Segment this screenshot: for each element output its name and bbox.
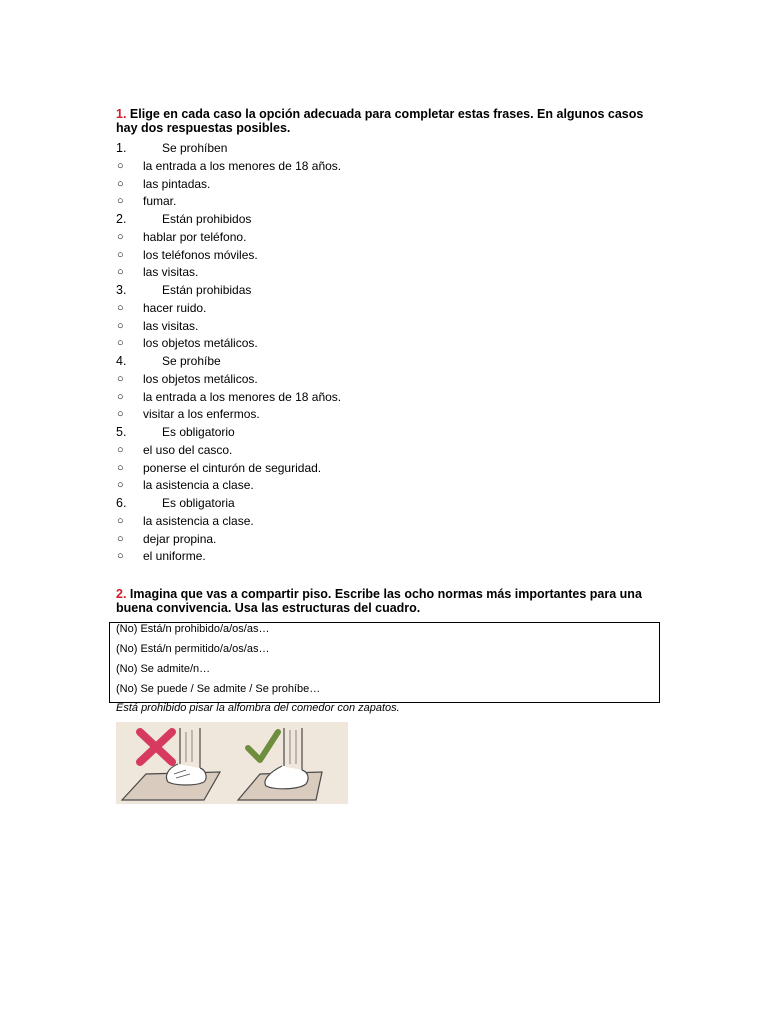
circle-bullet-icon: ○ — [117, 550, 124, 563]
option-item — [116, 548, 656, 566]
option-text: fumar. — [143, 194, 177, 209]
circle-bullet-icon: ○ — [117, 319, 124, 332]
circle-bullet-icon: ○ — [117, 195, 124, 208]
option-text: las visitas. — [143, 265, 199, 280]
circle-bullet-icon: ○ — [117, 408, 124, 421]
option-item — [116, 176, 656, 194]
question-number: 3. — [116, 283, 127, 297]
question-prompt: Es obligatoria — [162, 496, 235, 510]
question-prompt: Es obligatorio — [162, 425, 235, 439]
circle-bullet-icon: ○ — [117, 443, 124, 456]
question-prompt: Están prohibidas — [162, 283, 252, 297]
circle-bullet-icon: ○ — [117, 390, 124, 403]
question-item — [116, 282, 656, 300]
exercise-2-number: 2. — [116, 587, 127, 601]
option-text: la asistencia a clase. — [143, 478, 254, 493]
option-item — [116, 335, 656, 353]
circle-bullet-icon: ○ — [117, 461, 124, 474]
option-item — [116, 460, 656, 478]
option-text: la asistencia a clase. — [143, 513, 254, 528]
circle-bullet-icon: ○ — [117, 479, 124, 492]
option-text: la entrada a los menores de 18 años. — [143, 158, 342, 173]
question-item — [116, 424, 656, 442]
option-text: los objetos metálicos. — [143, 371, 258, 386]
question-item — [116, 495, 656, 513]
option-text: ponerse el cinturón de seguridad. — [143, 460, 322, 475]
question-prompt: Están prohibidos — [162, 212, 252, 226]
option-text: las pintadas. — [143, 176, 211, 191]
option-text: dejar propina. — [143, 531, 217, 546]
question-item — [116, 353, 656, 371]
option-text: el uso del casco. — [143, 442, 233, 457]
option-text: los teléfonos móviles. — [143, 247, 258, 262]
circle-bullet-icon: ○ — [117, 372, 124, 385]
exercise-2-heading — [116, 587, 646, 615]
structure-line: (No) Está/n prohibido/a/os/as… — [116, 623, 270, 635]
circle-bullet-icon: ○ — [117, 248, 124, 261]
option-item — [116, 158, 656, 176]
structure-line: (No) Se admite/n… — [116, 663, 211, 675]
circle-bullet-icon: ○ — [117, 514, 124, 527]
question-item — [116, 140, 656, 158]
option-text: el uniforme. — [143, 549, 206, 564]
circle-bullet-icon: ○ — [117, 266, 124, 279]
question-prompt: Se prohíbe — [162, 354, 221, 368]
question-number: 5. — [116, 425, 127, 439]
option-text: visitar a los enfermos. — [143, 407, 260, 422]
option-item — [116, 247, 656, 265]
question-number: 2. — [116, 212, 127, 226]
circle-bullet-icon: ○ — [117, 177, 124, 190]
option-text: los objetos metálicos. — [143, 336, 258, 351]
option-item — [116, 318, 656, 336]
option-item — [116, 513, 656, 531]
question-number: 1. — [116, 141, 127, 155]
question-item — [116, 211, 656, 229]
exercise-1-number: 1. — [116, 107, 127, 121]
option-item — [116, 300, 656, 318]
shoes-on-rug-illustration — [116, 722, 348, 804]
exercise-1-question-list — [116, 140, 656, 566]
option-item — [116, 193, 656, 211]
structure-line: (No) Está/n permitido/a/os/as… — [116, 643, 270, 655]
circle-bullet-icon: ○ — [117, 159, 124, 172]
option-text: la entrada a los menores de 18 años. — [143, 389, 342, 404]
structures-box — [109, 622, 660, 703]
option-item — [116, 442, 656, 460]
circle-bullet-icon: ○ — [117, 301, 124, 314]
option-item — [116, 389, 656, 407]
option-item — [116, 264, 656, 282]
illustration-svg — [116, 722, 348, 804]
circle-bullet-icon: ○ — [117, 532, 124, 545]
option-item — [116, 406, 656, 424]
question-number: 6. — [116, 496, 127, 510]
option-text: hablar por teléfono. — [143, 229, 247, 244]
exercise-1-title: Elige en cada caso la opción adecuada para completar estas frases. En algunos casos hay dos respuestas posibles. — [116, 107, 644, 135]
option-item — [116, 229, 656, 247]
option-item — [116, 371, 656, 389]
option-item — [116, 477, 656, 495]
exercise-2-title: Imagina que vas a compartir piso. Escribe las ocho normas más importantes para una buena convivencia. Usa las estructuras del cuadro. — [116, 587, 642, 615]
option-text: hacer ruido. — [143, 300, 207, 315]
example-sentence: Está prohibido pisar la alfombra del comedor con zapatos. — [116, 702, 400, 714]
option-text: las visitas. — [143, 318, 199, 333]
structure-line: (No) Se puede / Se admite / Se prohíbe… — [116, 683, 321, 695]
circle-bullet-icon: ○ — [117, 230, 124, 243]
exercise-1-heading — [116, 107, 646, 135]
question-number: 4. — [116, 354, 127, 368]
option-item — [116, 531, 656, 549]
circle-bullet-icon: ○ — [117, 337, 124, 350]
question-prompt: Se prohíben — [162, 141, 228, 155]
